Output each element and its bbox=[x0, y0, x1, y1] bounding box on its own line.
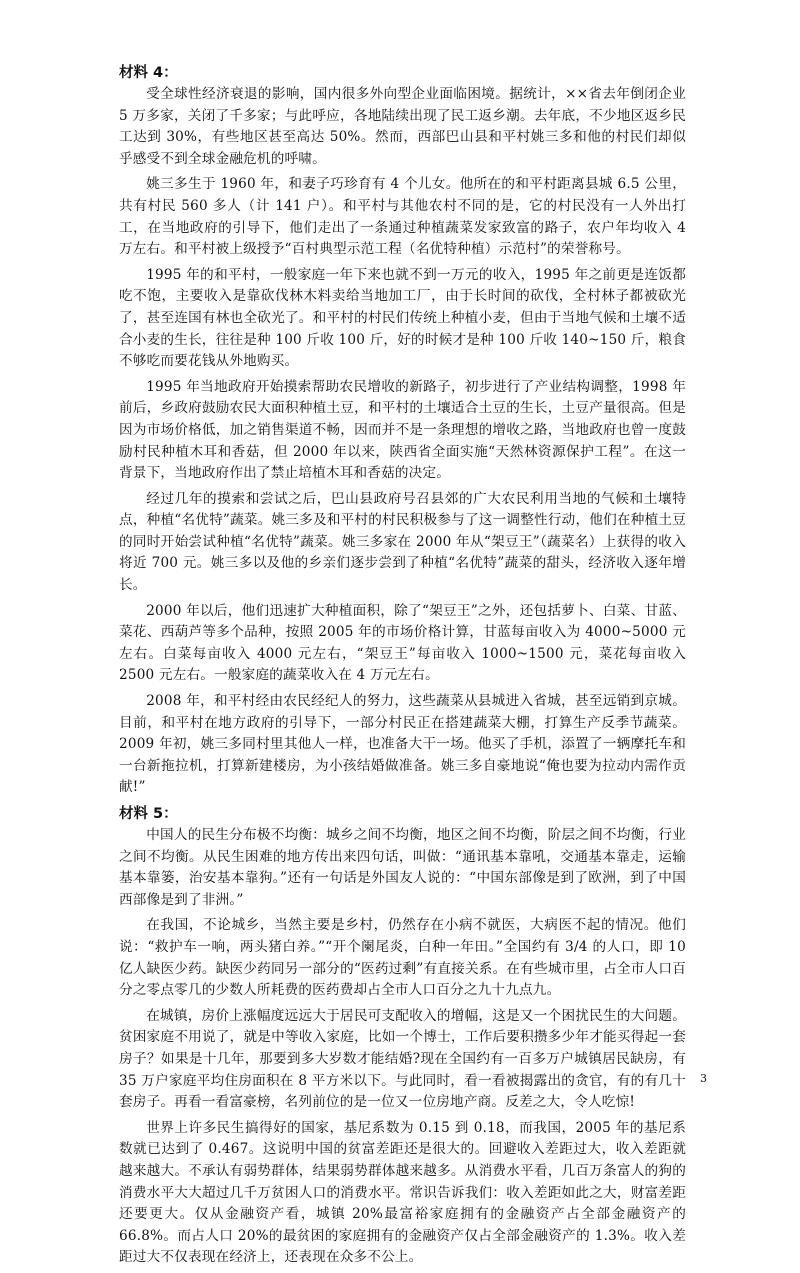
paragraph: 在城镇，房价上涨幅度远远大于居民可支配收入的增幅，这是又一个困扰民生的大问题。贫困家庭不用说了，就是中等收入家庭，比如一个博士，工作后要积攒多少年才能买得起一套房子？如果是十几年，那要到多大岁数才能结婚?现在全国约有一百多万户城镇居民缺房，有 35 万户家庭平均住房面积在 8 平方米以下。与此同时，看一看被揭露出的贪官，有的有几十套房子。再看一看富豪榜，名列前位的是一位又一位房地产商。反差之大，令人吃惊! bbox=[119, 1007, 686, 1111]
page-content bbox=[119, 62, 686, 1273]
paragraph: 世界上许多民生搞得好的国家，基尼系数为 0.15 到 0.18，而我国，2005 年的基尼系数就已达到了 0.467。这说明中国的贫富差距还是很大的。回避收入差距过大，收入差距就越来越大。不承认有弱势群体，结果弱势群体越来越多。从消费水平看，几百万条富人的狗的消费水平大大超过几千万贫困人口的消费水平。常识告诉我们：收入差距如此之大，财富差距还要更大。仅从金融资产看，城镇 20%最富裕家庭拥有的金融资产占全部金融资产的 66.8%。而占人口 20%的最贫困的家庭拥有的金融资产仅占全部金融资产的 1.3%。收入差距过大不仅表现在经济上，还表现在众多不公上。 bbox=[119, 1119, 686, 1266]
paragraph: 姚三多生于 1960 年，和妻子巧珍育有 4 个儿女。他所在的和平村距离县城 6.5 公里，共有村民 560 多人（计 141 户）。和平村与其他农村不同的是，它的村民没有一人外出打工，在当地政府的引导下，他们走出了一条通过种植蔬菜发家致富的路子，农户年均收入 4 万左右。和平村被上级授予“百村典型示范工程（名优特种植）示范村”的荣誉称号。 bbox=[119, 176, 686, 258]
paragraph: 在我国，不论城乡，当然主要是乡村，仍然存在小病不就医，大病医不起的情况。他们说：“救护车一响，两头猪白养。”“开个阑尾炎，白种一年田。”全国约有 3/4 的人口，即 10 亿人缺医少药。缺医少药同另一部分的“医药过剩”有直接关系。在有些城市里，占全市人口百分之零点零几的少数人所耗费的医药费却占全市人口百分之九十九点九。 bbox=[119, 917, 686, 999]
paragraph: 中国人的民生分布极不均衡：城乡之间不均衡，地区之间不均衡，阶层之间不均衡，行业之间不均衡。从民生困难的地方传出来四句话，叫做：“通讯基本靠吼，交通基本靠走，运输基本靠篓，治安基本靠狗。”还有一句话是外国友人说的：“中国东部像是到了欧洲，到了中国西部像是到了非洲。” bbox=[119, 827, 686, 908]
paragraph: 2000 年以后，他们迅速扩大种植面积，除了“架豆王”之外，还包括萝卜、白菜、甘蓝、菜花、西葫芦等多个品种，按照 2005 年的市场价格计算，甘蓝每亩收入为 4000~5000 元左右。白菜每亩收入 4000 元左右，“架豆王”每亩收入 1000~1500 元，菜花每亩收入 2500 元左右。一般家庭的蔬菜收入在 4 万元左右。 bbox=[119, 602, 686, 684]
paragraph: 经过几年的摸索和尝试之后，巴山县政府号召县郊的广大农民利用当地的气候和土壤特点，种植“名优特”蔬菜。姚三多及和平村的村民积极参与了这一调整性行动，他们在种植土豆的同时开始尝试种植“名优特”蔬菜。姚三多家在 2000 年从“架豆王”（蔬菜名）上获得的收入将近 700 元。姚三多以及他的乡亲们逐步尝到了种植“名优特”蔬菜的甜头，经济收入逐年增长。 bbox=[119, 490, 686, 594]
paragraph: 1995 年的和平村，一般家庭一年下来也就不到一万元的收入，1995 年之前更是连饭都吃不饱，主要收入是靠砍伐林木料卖给当地加工厂，由于长时间的砍伐，全村林子都被砍光了，甚至连国有林也全砍光了。和平村的村民们传统上种植小麦，但由于当地气候和土壤不适合小麦的生长，往往是种 100 斤收 100 斤，好的时候才是种 100 斤收 140~150 斤，粮食不够吃而要花钱从外地购买。 bbox=[119, 266, 686, 370]
paragraph: 2008 年，和平村经由农民经纪人的努力，这些蔬菜从县城进入省城，甚至远销到京城。目前，和平村在地方政府的引导下，一部分村民正在搭建蔬菜大棚，打算生产反季节蔬菜。2009 年初，姚三多同村里其他人一样，也准备大干一场。他买了手机，添置了一辆摩托车和一台新拖拉机，打算新建楼房，为小孩结婚做准备。姚三多自豪地说“俺也要为拉动内需作贡献!” bbox=[119, 693, 686, 796]
paragraph: 1995 年当地政府开始摸索帮助农民增收的新路子，初步进行了产业结构调整，1998 年前后，乡政府鼓励农民大面积种植土豆，和平村的土壤适合土豆的生长，土豆产量很高。但是因为市场价格低，加之销售渠道不畅，因而并不是一条理想的增收之路，当地政府也曾一度鼓励村民种植木耳和香菇，但 2000 年以来，陕西省全面实施“天然林资源保护工程”。在这一背景下，当地政府作出了禁止培植木耳和香菇的决定。 bbox=[119, 378, 686, 482]
section-heading-material-5: 材料 5： bbox=[119, 806, 178, 822]
section-heading-material-4: 材料 4： bbox=[119, 65, 178, 81]
page-number: 3 bbox=[700, 1072, 707, 1085]
paragraph: 受全球性经济衰退的影响，国内很多外向型企业面临困境。据统计，××省去年倒闭企业 5 万多家，关闭了千多家；与此呼应，各地陆续出现了民工返乡潮。去年底，不少地区返乡民工达到 30%，有些地区甚至高达 50%。然而，西部巴山县和平村姚三多和他的村民们却似乎感受不到全球金融危机的呼啸。 bbox=[119, 86, 686, 167]
